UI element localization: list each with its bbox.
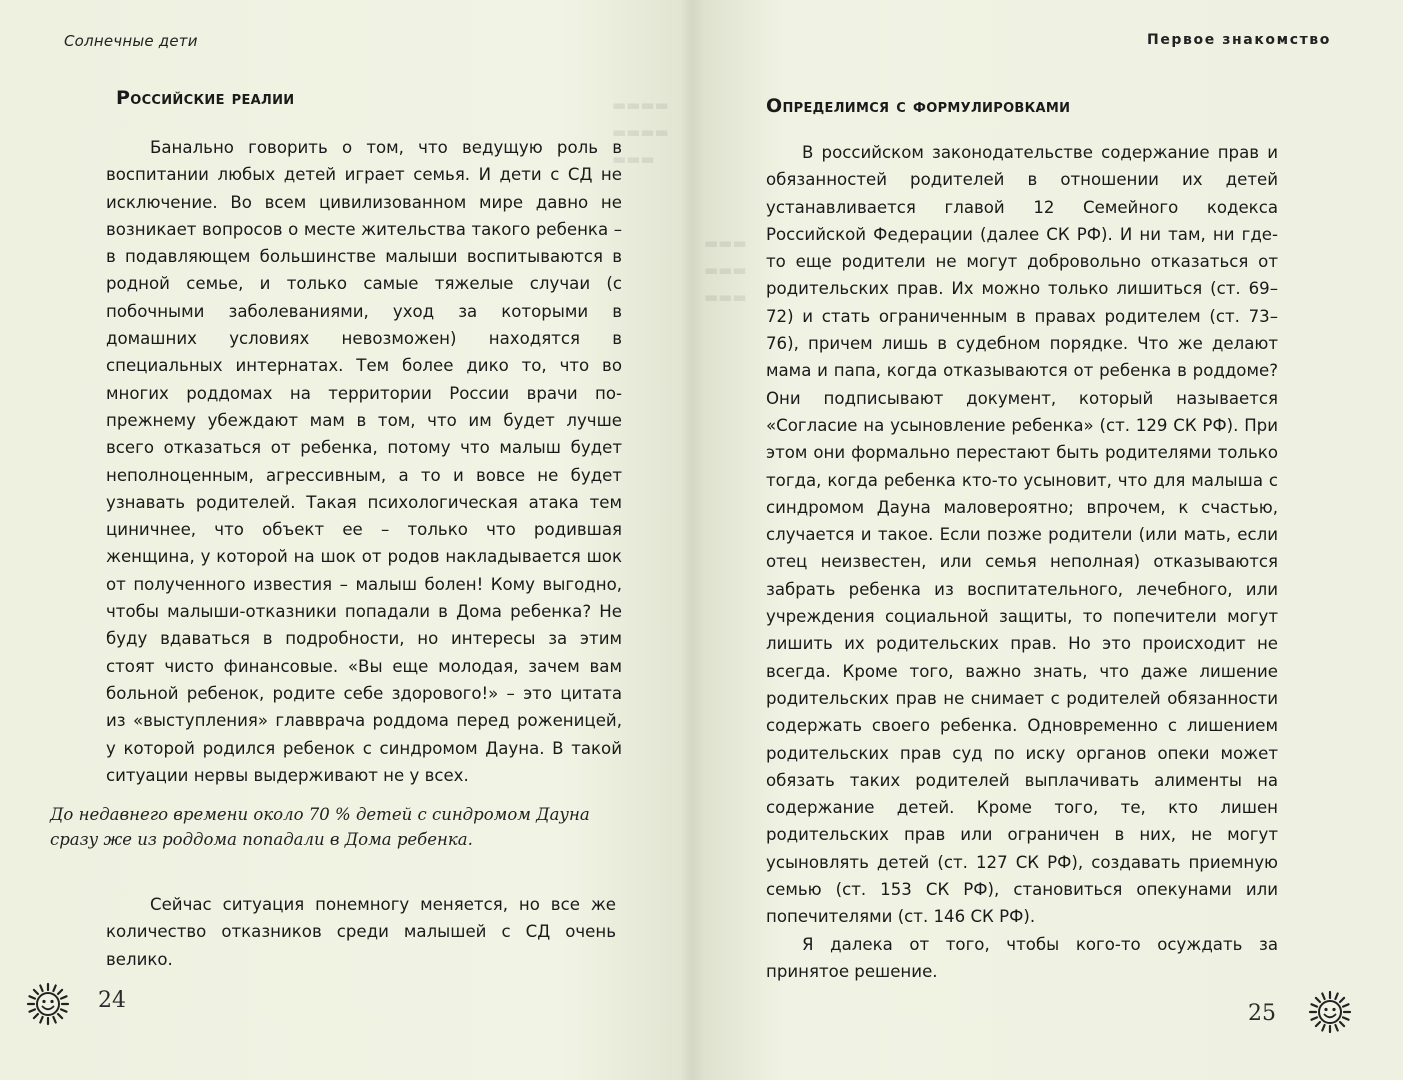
left-page	[0, 0, 700, 1080]
paragraph: Банально говорить о том, что ведущую роль в воспитании любых детей играет семья. И дети с СД не исключение. Во всем цивилизованном мире давно не возникает вопросов о месте жительства такого ребенка – в подавляющем большинстве малыши воспитываются в родной семье, и только самые тяжелые случаи (с побочными заболеваниями, уход за которыми в домашних условиях невозможен) находятся в специальных интернатах. Тем более дико то, что во многих роддомах на территории России врачи по-прежнему убеждают мам в том, что им будет лучше всего отказаться от ребенка, потому что малыш будет неполноценным, агрессивным, а то и вовсе не будет узнавать родителей. Такая психологическая атака тем циничнее, что объект ее – только что родившая женщина, у которой на шок от родов накладывается шок от полученного известия – малыш болен! Кому выгодно, чтобы малыши-отказники попадали в Дома ребенка? Не буду вдаваться в подробности, но интересы за этим стоят чисто финансовые. «Вы еще молодая, зачем вам больной ребенок, родите себе здорового!» – это цитата из «выступления» главврача роддома перед роженицей, у которой родился ребенок с синдромом Дауна. В такой ситуации нервы выдерживают не у всех.	[106, 138, 622, 785]
running-head: Первое знакомство	[1147, 32, 1331, 48]
body-text-bottom	[106, 891, 616, 973]
smiling-sun-icon	[26, 982, 70, 1026]
smiling-sun-icon	[1308, 990, 1352, 1034]
page-number: 25	[1248, 1001, 1276, 1026]
section-heading: Российские реалии	[116, 87, 295, 109]
body-text	[766, 139, 1278, 985]
paragraph: Я далека от того, чтобы кого-то осуждать за принятое решение.	[766, 934, 1278, 981]
bleed-through: ▬▬▬ ▬▬▬ ▬▬▬	[704, 234, 747, 306]
section-heading: Определимся с формулировками	[766, 95, 1071, 117]
paragraph: В российском законодательстве содержание прав и обязанностей родителей в отношении их детей устанавливается главой 12 Семейного кодекса Российской Федерации (далее СК РФ). И ни там, ни где-то еще родители не могут добровольно отказаться от родительских прав. Их можно только лишиться (ст. 69–72) и стать ограниченным в правах родителем (ст. 73–76), причем лишь в судебном порядке. Что же делают мама и папа, когда отказываются от ребенка в роддоме? Они подписывают документ, который называется «Согласие на усыновление ребенка» (ст. 129 СК РФ). При этом они формально перестают быть родителями только тогда, когда ребенка кто-то усыновит, что для малыша с синдромом Дауна маловероятно; впрочем, к счастью, случается и такое. Если позже родители (или мать, если отец неизвестен, или семья неполная) отказываются забрать ребенка из воспитательного, лечебного, или учреждения социальной защиты, то попечители могут лишить их родительских прав. Но это происходит не всегда. Кроме того, важно знать, что даже лишение родительских прав не снимает с родителей обязанности содержать своего ребенка. Одновременно с лишением родительских прав суд по иску органов опеки может обязать таких родителей выплачивать алименты на содержание детей. Кроме того, те, кто лишен родительских прав или ограничен в них, не могут усыновлять детей (ст. 127 СК РФ), создавать приемную семью (ст. 153 СК РФ), становиться опекунами или попечителями (ст. 146 СК РФ).	[766, 143, 1278, 927]
running-head: Солнечные дети	[64, 32, 198, 50]
bleed-through: ▬▬▬▬ ▬▬▬▬ ▬▬▬	[612, 96, 669, 168]
page-number: 24	[98, 988, 126, 1013]
body-text	[106, 134, 622, 789]
paragraph: Сейчас ситуация понемногу меняется, но все же количество отказников среди малышей с СД очень велико.	[106, 895, 616, 969]
pull-quote: До недавнего времени около 70 % детей с синдромом Дауна сразу же из роддома попадали в Дома ребенка.	[50, 805, 590, 849]
right-page	[700, 0, 1403, 1080]
